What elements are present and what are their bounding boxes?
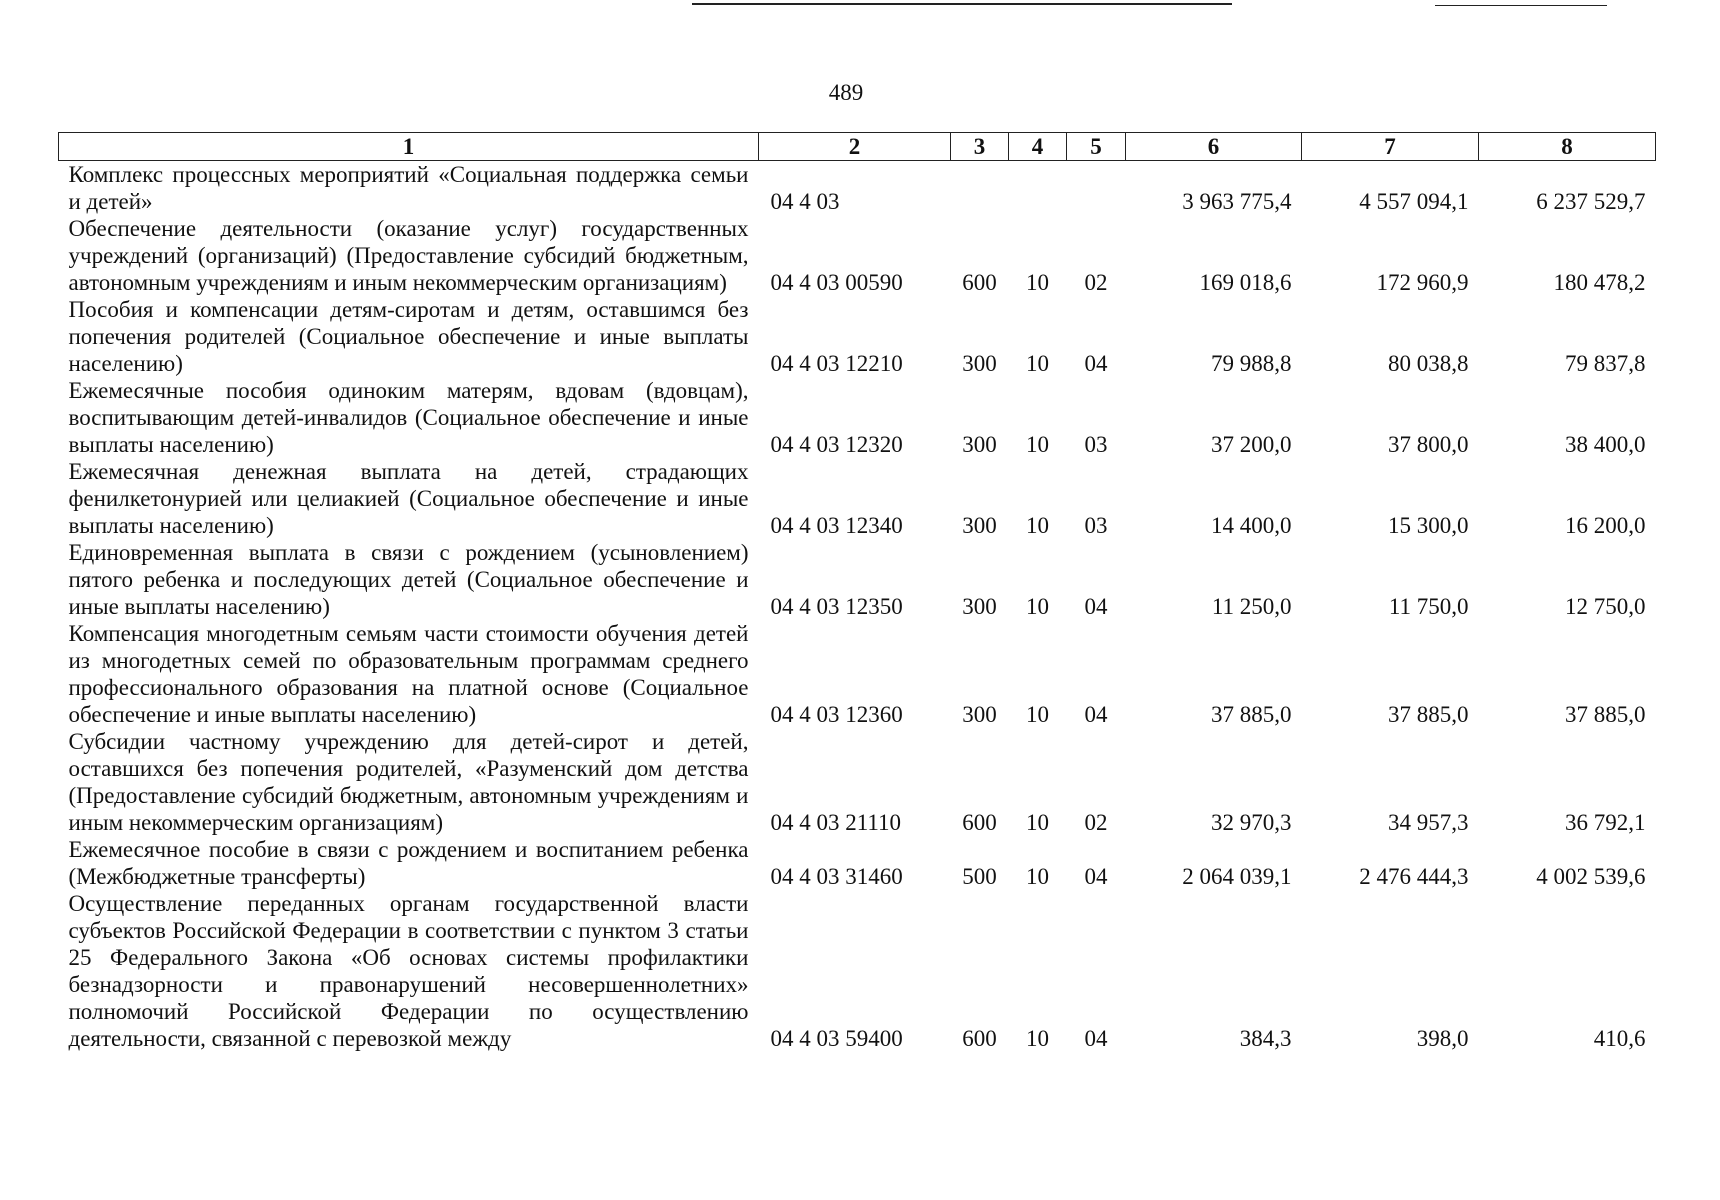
item-code: 04 4 03 12350 — [770, 594, 903, 619]
item-value-8: 6 237 529,7 — [1536, 189, 1646, 214]
item-value-6: 384,3 — [1239, 1026, 1292, 1051]
item-value-8: 180 478,2 — [1553, 270, 1646, 295]
item-value-8: 38 400,0 — [1565, 432, 1646, 457]
item-value-8: 410,6 — [1593, 1026, 1646, 1051]
item-code: 04 4 03 21110 — [770, 810, 902, 835]
table-header-row — [59, 133, 1656, 161]
item-value-8: 12 750,0 — [1565, 594, 1646, 619]
item-code: 04 4 03 12360 — [770, 702, 903, 727]
column-header-7: 7 — [1302, 133, 1479, 161]
table-row — [59, 890, 1656, 1052]
table-row — [59, 215, 1656, 296]
item-name: Комплекс процессных мероприятий «Социальная поддержка семьи и детей» — [68, 162, 749, 214]
table-row — [59, 539, 1656, 620]
table-row — [59, 728, 1656, 836]
item-value-6: 11 250,0 — [1211, 594, 1292, 619]
item-col3: 300 — [962, 702, 997, 727]
column-header-3: 3 — [951, 133, 1009, 161]
item-value-8: 4 002 539,6 — [1536, 864, 1646, 889]
item-col4 — [1009, 161, 1067, 216]
item-col5: 04 — [1084, 594, 1108, 619]
item-col3: 300 — [962, 432, 997, 457]
item-name: Пособия и компенсации детям-сиротам и детям, оставшимся без попечения родителей (Социальное обеспечение и иные выплаты населению) — [68, 297, 749, 376]
item-name: Ежемесячное пособие в связи с рождением и воспитанием ребенка (Межбюджетные трансферты) — [68, 837, 749, 889]
item-col5: 04 — [1084, 351, 1108, 376]
item-col4: 10 — [1026, 594, 1049, 619]
item-col3: 300 — [962, 351, 997, 376]
table-body — [59, 133, 1656, 1053]
budget-table — [58, 132, 1656, 1052]
table-row — [59, 161, 1656, 216]
column-header-2: 2 — [759, 133, 951, 161]
item-col4: 10 — [1026, 810, 1049, 835]
item-code: 04 4 03 00590 — [770, 270, 903, 295]
table-row — [59, 296, 1656, 377]
item-value-7: 34 957,3 — [1388, 810, 1469, 835]
item-value-6: 14 400,0 — [1211, 513, 1292, 538]
item-value-8: 37 885,0 — [1565, 702, 1646, 727]
item-col5: 03 — [1084, 513, 1108, 538]
item-col4: 10 — [1026, 1026, 1049, 1051]
item-code: 04 4 03 12210 — [770, 351, 903, 376]
item-value-8: 36 792,1 — [1565, 810, 1646, 835]
item-value-6: 2 064 039,1 — [1182, 864, 1292, 889]
item-value-7: 37 885,0 — [1388, 702, 1469, 727]
item-name: Осуществление переданных органам государственной власти субъектов Российской Федерации в соответствии с пунктом 3 статьи 25 Федерального Закона «Об основах системы профилактики безнадзорности и правонарушений несовершеннолетних» полномочий Российской Федерации по осуществлению деятельности, связанной с перевозкой между — [68, 891, 749, 1051]
item-col4: 10 — [1026, 270, 1049, 295]
item-value-7: 2 476 444,3 — [1359, 864, 1469, 889]
item-col4: 10 — [1026, 513, 1049, 538]
item-col5: 04 — [1084, 864, 1108, 889]
page-number: 489 — [828, 80, 864, 105]
table-row — [59, 620, 1656, 728]
item-value-7: 11 750,0 — [1388, 594, 1469, 619]
item-value-6: 32 970,3 — [1211, 810, 1292, 835]
item-col3: 600 — [962, 270, 997, 295]
item-col3: 300 — [962, 513, 997, 538]
item-name: Единовременная выплата в связи с рождением (усыновлением) пятого ребенка и последующих детей (Социальное обеспечение и иные выплаты населению) — [68, 540, 749, 619]
item-code: 04 4 03 59400 — [770, 1026, 903, 1051]
item-code: 04 4 03 12340 — [770, 513, 903, 538]
item-name: Субсидии частному учреждению для детей-сирот и детей, оставшихся без попечения родителей, «Разуменский дом детства (Предоставление субсидий бюджетным, автономным учреждениям и иным некоммерческим организациям) — [68, 729, 749, 835]
column-header-4: 4 — [1009, 133, 1067, 161]
top-rule — [692, 3, 1232, 5]
item-col4: 10 — [1026, 432, 1049, 457]
item-col5: 02 — [1084, 810, 1108, 835]
item-col5: 04 — [1084, 1026, 1108, 1051]
table-row — [59, 836, 1656, 890]
item-value-7: 37 800,0 — [1388, 432, 1469, 457]
item-value-7: 80 038,8 — [1388, 351, 1469, 376]
item-col5 — [1067, 161, 1126, 216]
item-name: Компенсация многодетным семьям части стоимости обучения детей из многодетных семей по образовательным программам среднего профессионального образования на платной основе (Социальное обеспечение и иные выплаты населению) — [68, 621, 749, 727]
table-row — [59, 458, 1656, 539]
item-code: 04 4 03 — [770, 189, 840, 214]
column-header-1: 1 — [59, 133, 759, 161]
item-value-7: 4 557 094,1 — [1359, 189, 1469, 214]
item-col3: 300 — [962, 594, 997, 619]
item-value-8: 16 200,0 — [1565, 513, 1646, 538]
item-value-6: 37 200,0 — [1211, 432, 1292, 457]
item-col4: 10 — [1026, 864, 1049, 889]
item-name: Ежемесячные пособия одиноким матерям, вдовам (вдовцам), воспитывающим детей-инвалидов (Социальное обеспечение и иные выплаты населению) — [68, 378, 749, 457]
item-col3: 600 — [962, 1026, 997, 1051]
item-col4: 10 — [1026, 351, 1049, 376]
item-value-7: 15 300,0 — [1388, 513, 1469, 538]
item-col4: 10 — [1026, 702, 1049, 727]
top-rule-short — [1435, 5, 1607, 6]
item-value-7: 172 960,9 — [1376, 270, 1469, 295]
column-header-5: 5 — [1067, 133, 1126, 161]
item-col5: 03 — [1084, 432, 1108, 457]
item-value-6: 3 963 775,4 — [1182, 189, 1292, 214]
item-value-8: 79 837,8 — [1565, 351, 1646, 376]
item-col3 — [951, 161, 1009, 216]
column-header-8: 8 — [1479, 133, 1656, 161]
item-value-6: 37 885,0 — [1211, 702, 1292, 727]
item-value-7: 398,0 — [1416, 1026, 1469, 1051]
item-value-6: 79 988,8 — [1211, 351, 1292, 376]
item-col3: 500 — [962, 864, 997, 889]
item-col3: 600 — [962, 810, 997, 835]
item-code: 04 4 03 31460 — [770, 864, 903, 889]
item-col5: 02 — [1084, 270, 1108, 295]
item-col5: 04 — [1084, 702, 1108, 727]
table-row — [59, 377, 1656, 458]
item-code: 04 4 03 12320 — [770, 432, 903, 457]
item-name: Ежемесячная денежная выплата на детей, страдающих фенилкетонурией или целиакией (Социальное обеспечение и иные выплаты населению) — [68, 459, 749, 538]
item-value-6: 169 018,6 — [1199, 270, 1292, 295]
item-name: Обеспечение деятельности (оказание услуг) государственных учреждений (организаций) (Предоставление субсидий бюджетным, автономным учреждениям и иным некоммерческим организациям) — [68, 216, 749, 295]
column-header-6: 6 — [1126, 133, 1302, 161]
